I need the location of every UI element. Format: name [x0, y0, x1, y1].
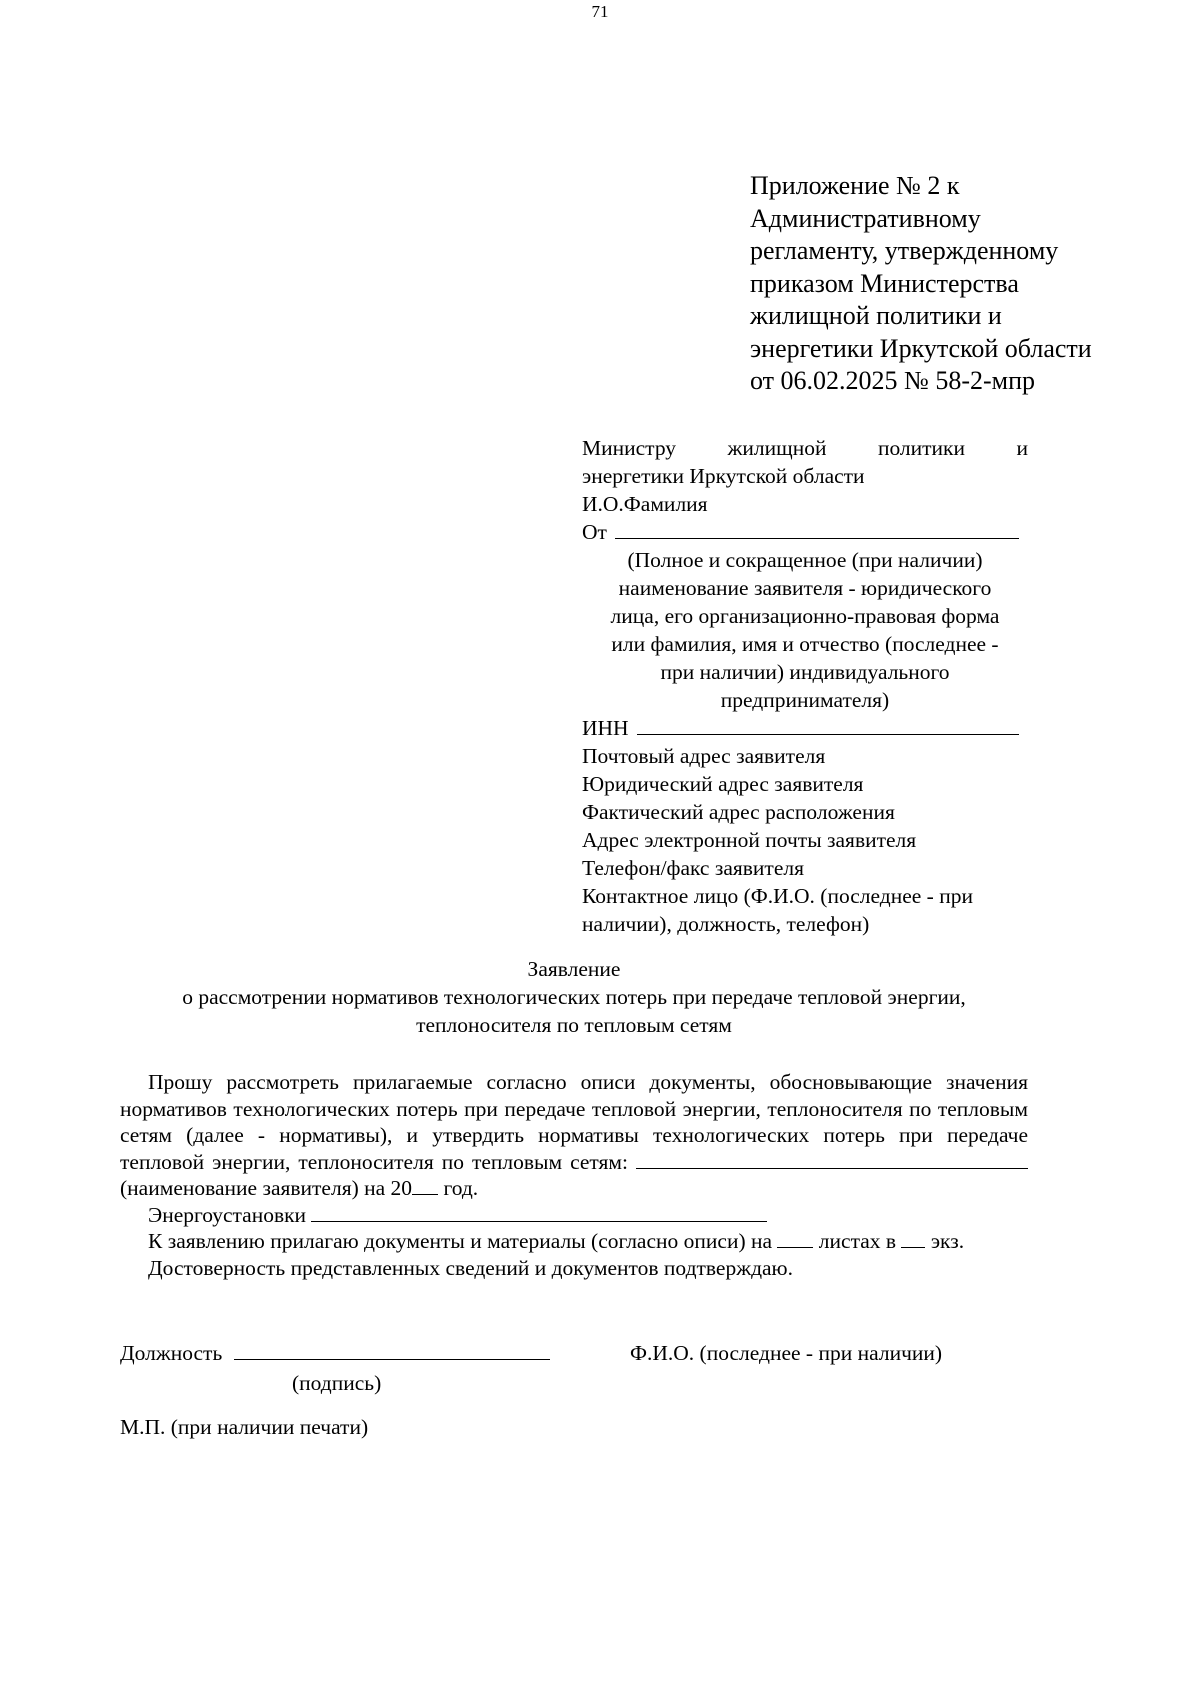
page-number: 71 [591, 2, 609, 21]
appendix-line: регламенту, утвержденному [750, 236, 1059, 265]
postal-address-field: Почтовый адрес заявителя [582, 744, 826, 768]
caption-line: при наличии) индивидуального [660, 660, 950, 684]
attach-paragraph [120, 1228, 1028, 1255]
applicant-caption [582, 546, 1028, 714]
copies-blank[interactable] [901, 1229, 925, 1248]
inn-row [582, 714, 1028, 742]
addressee-line: Министру жилищной политики и [582, 436, 1028, 460]
appendix-line: приказом Министерства [750, 268, 1019, 298]
appendix-line: Приложение № 2 к [750, 171, 960, 200]
energy-label: Энергоустановки [148, 1202, 307, 1227]
appendix-line: жилищной политики и [750, 301, 1002, 330]
request-suffix: (наименование заявителя) на 20 [120, 1176, 413, 1200]
request-year-suffix: год. [443, 1176, 479, 1200]
addressee-line: энергетики Иркутской области [582, 464, 865, 488]
appendix-line: от 06.02.2025 № 58-2-мпр [750, 366, 1036, 395]
title-subtitle: теплоносителя по тепловым сетям [416, 1013, 732, 1037]
from-blank[interactable] [615, 518, 1019, 539]
inn-blank[interactable] [637, 714, 1019, 735]
attach-sheets: листах в [818, 1229, 897, 1253]
phone-field: Телефон/факс заявителя [582, 856, 804, 880]
document-title [120, 955, 1028, 1039]
caption-line: предпринимателя) [720, 688, 890, 712]
actual-address-field: Фактический адрес расположения [582, 800, 895, 824]
document-body [120, 1069, 1028, 1281]
contact-field-cont: наличии), должность, телефон) [582, 912, 870, 936]
energy-blank[interactable] [311, 1203, 767, 1222]
from-label: От [582, 520, 607, 544]
request-paragraph [120, 1069, 1028, 1202]
signature-caption: (подпись) [292, 1371, 382, 1395]
position-field [120, 1339, 550, 1367]
caption-line: наименование заявителя - юридического [618, 576, 992, 600]
caption-line: лица, его организационно-правовая форма [610, 604, 1000, 628]
energy-row [120, 1202, 1028, 1229]
applicant-name-blank[interactable] [636, 1150, 1028, 1169]
appendix-line: энергетики Иркутской области [750, 333, 1092, 363]
stamp-note: М.П. (при наличии печати) [120, 1415, 369, 1439]
appendix-note [750, 170, 1170, 398]
attach-copies: экз. [930, 1229, 965, 1253]
addressee-block [582, 434, 1028, 938]
request-text: Прошу рассмотреть прилагаемые согласно описи документы, обосновывающие значения нормативов технологических потерь при передаче тепловой энергии, теплоносителя по тепловым сетям (далее - нормативы), и утвердить нормативы технологических потерь при передаче тепловой энергии, теплоносителя по тепловым сетям: [120, 1070, 1028, 1174]
caption-line: или фамилия, имя и отчество (последнее - [611, 632, 999, 656]
appendix-line: Административному [750, 203, 981, 233]
contact-field: Контактное лицо (Ф.И.О. (последнее - при [582, 884, 973, 908]
position-label: Должность [120, 1341, 223, 1365]
signature-blank[interactable] [234, 1341, 550, 1360]
legal-address-field: Юридический адрес заявителя [582, 772, 864, 796]
title-heading: Заявление [527, 957, 621, 981]
name-label: Ф.И.О. (последнее - при наличии) [630, 1341, 943, 1365]
addressee-name: И.О.Фамилия [582, 492, 708, 516]
year-blank[interactable] [412, 1176, 438, 1195]
from-row [582, 518, 1028, 546]
title-subtitle: о рассмотрении нормативов технологических потерь при передаче тепловой энергии, [182, 985, 966, 1009]
sheets-blank[interactable] [777, 1229, 813, 1248]
confirm-paragraph: Достоверность представленных сведений и документов подтверждаю. [148, 1255, 793, 1280]
email-field: Адрес электронной почты заявителя [582, 828, 917, 852]
inn-label: ИНН [582, 716, 629, 740]
caption-line: (Полное и сокращенное (при наличии) [627, 548, 983, 572]
attach-text: К заявлению прилагаю документы и материалы (согласно описи) на [148, 1229, 773, 1253]
